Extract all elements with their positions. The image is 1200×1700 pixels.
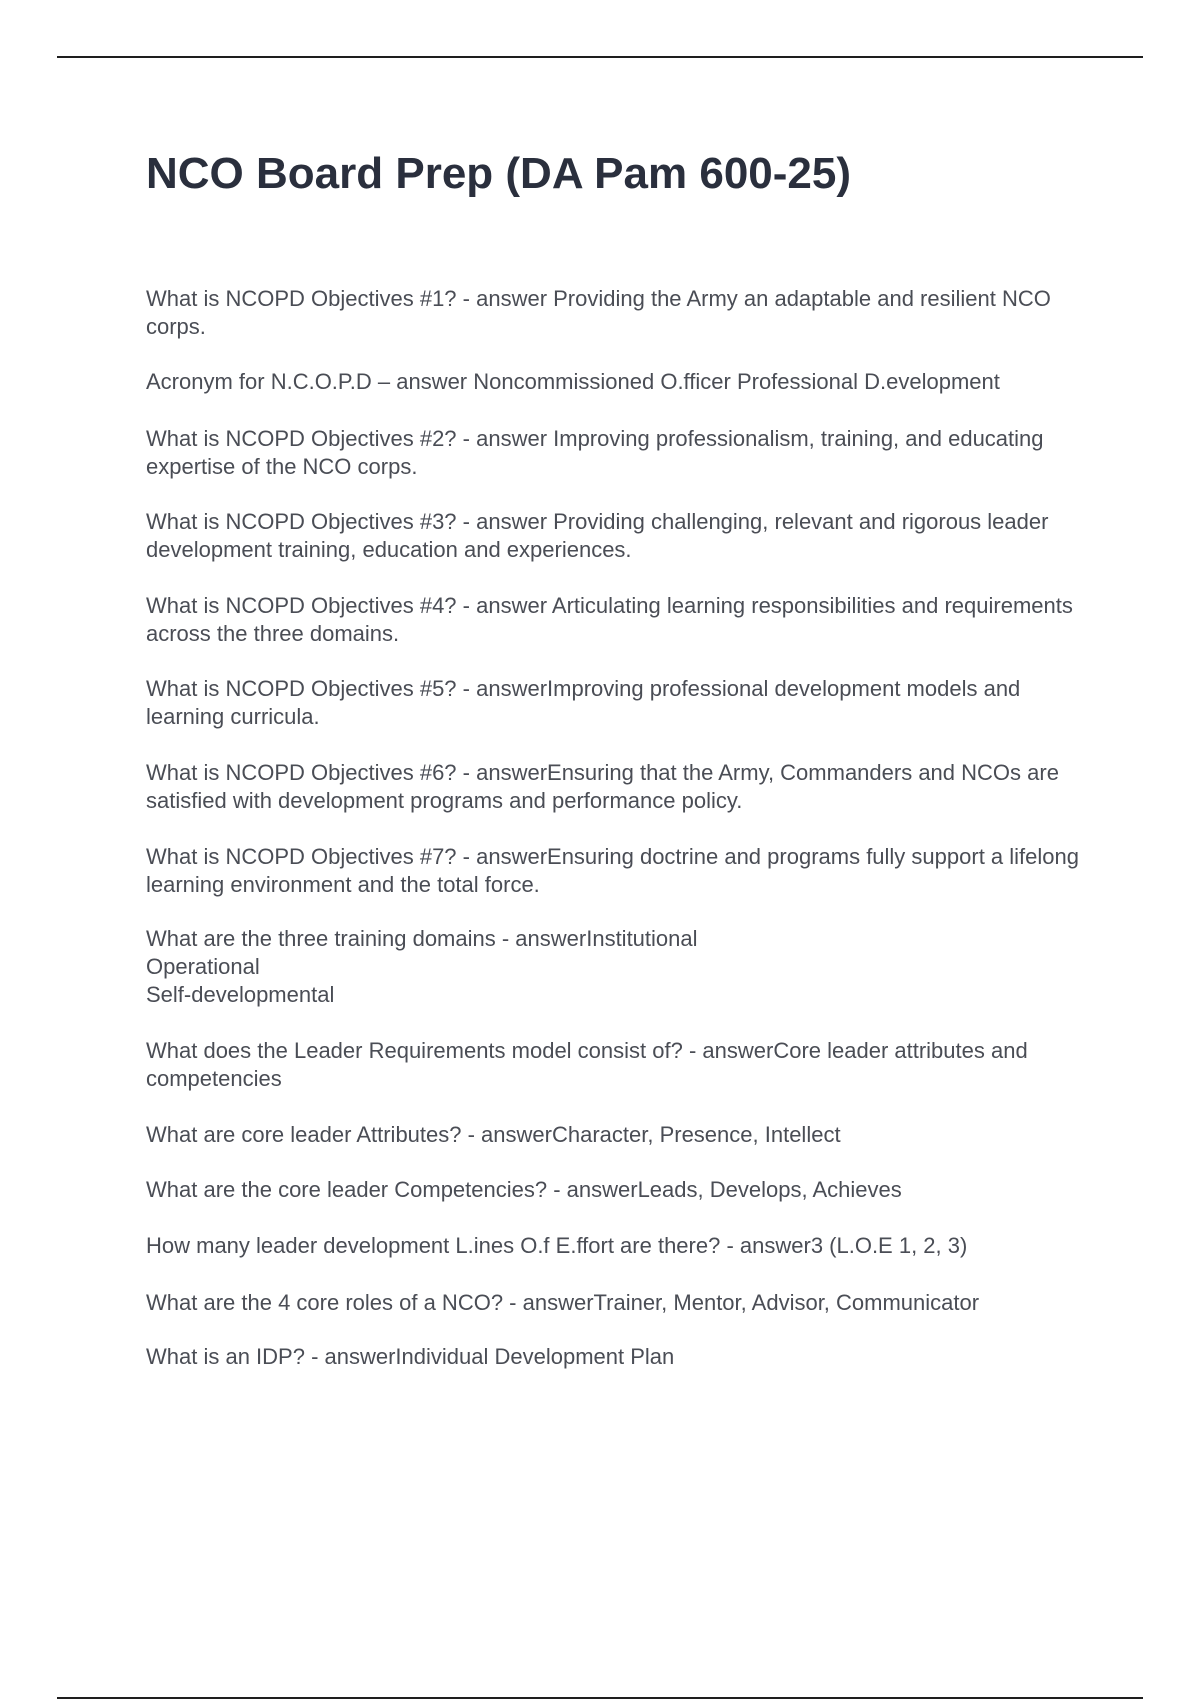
qa-entry-4: What is NCOPD Objectives #3? - answer Providing challenging, relevant and rigorous leader development training, education and experiences. <box>146 509 1049 562</box>
top-divider <box>57 56 1143 58</box>
bottom-divider <box>57 1697 1143 1699</box>
qa-entry-12: What are the core leader Competencies? - answerLeads, Develops, Achieves <box>146 1177 902 1202</box>
qa-entry-2: Acronym for N.C.O.P.D – answer Noncommissioned O.fficer Professional D.evelopment <box>146 369 1000 394</box>
qa-entry-7: What is NCOPD Objectives #6? - answerEnsuring that the Army, Commanders and NCOs are satisfied with development programs and performance policy. <box>146 760 1059 813</box>
qa-entry-6: What is NCOPD Objectives #5? - answerImproving professional development models and learning curricula. <box>146 676 1021 729</box>
qa-entry-5: What is NCOPD Objectives #4? - answer Articulating learning responsibilities and requirements across the three domains. <box>146 593 1073 646</box>
page-title: NCO Board Prep (DA Pam 600-25) <box>146 149 852 198</box>
qa-entry-15: What is an IDP? - answerIndividual Development Plan <box>146 1344 675 1369</box>
qa-entry-13: How many leader development L.ines O.f E.ffort are there? - answer3 (L.O.E 1, 2, 3) <box>146 1233 968 1258</box>
qa-entry-14: What are the 4 core roles of a NCO? - answerTrainer, Mentor, Advisor, Communicator <box>146 1290 980 1315</box>
qa-entry-1: What is NCOPD Objectives #1? - answer Providing the Army an adaptable and resilient NCO corps. <box>146 286 1051 339</box>
qa-entry-3: What is NCOPD Objectives #2? - answer Improving professionalism, training, and educating expertise of the NCO corps. <box>146 426 1044 479</box>
qa-entry-9: What are the three training domains - answerInstitutional Operational Self-developmental <box>146 926 698 1007</box>
qa-entry-11: What are core leader Attributes? - answerCharacter, Presence, Intellect <box>146 1122 841 1147</box>
qa-entry-8: What is NCOPD Objectives #7? - answerEnsuring doctrine and programs fully support a lifelong learning environment and the total force. <box>146 844 1079 897</box>
qa-entry-10: What does the Leader Requirements model consist of? - answerCore leader attributes and competencies <box>146 1038 1028 1091</box>
